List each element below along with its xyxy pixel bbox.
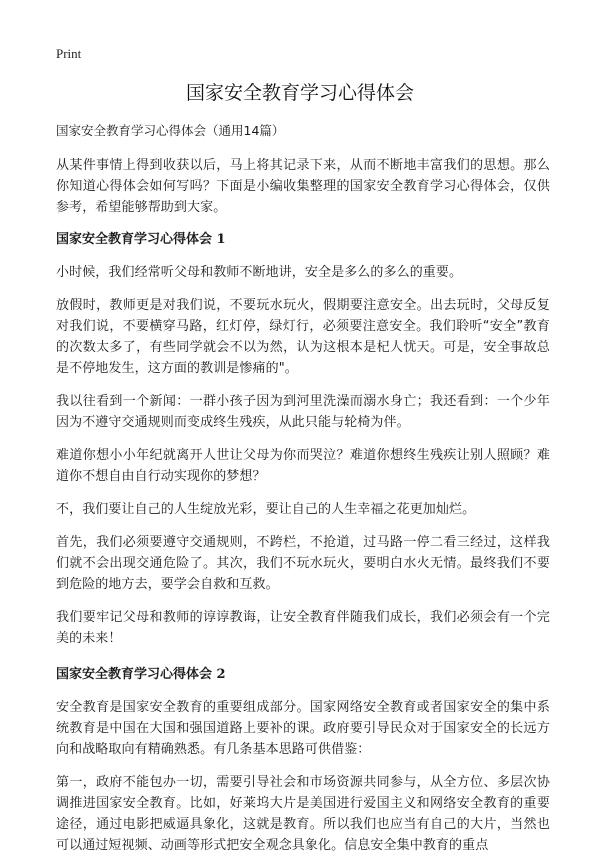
section-heading: 国家安全教育学习心得体会 1: [56, 232, 226, 247]
paragraph: 小时候，我们经常听父母和教师不断地讲，安全是多么的多么的重要。: [56, 265, 463, 280]
section-2: [56, 665, 550, 856]
paragraph: 安全教育是国家安全教育的重要组成部分。国家网络安全教育或者国家安全的集中系统教育是中国在大国和强国道路上要补的课。政府要引导民众对于国家安全的长远方向和战略取向有精确熟悉。有几条基本思路可供借鉴：: [56, 700, 550, 757]
section-1: [56, 230, 550, 649]
section-heading: 国家安全教育学习心得体会 2: [56, 667, 226, 682]
paragraph: 首先，我们必须要遵守交通规则，不跨栏，不抢道，过马路一停二看三经过，这样我们就不会出现交通危险了。其次，我们不玩水玩火，要明白水火无情。最终我们不要到危险的地方去，要学会自救和互救。: [56, 535, 550, 592]
paragraph: 难道你想小小年纪就离开人世让父母为你而哭泣？难道你想终生残疾让别人照顾？难道你不想自由自行动实现你的梦想？: [56, 448, 550, 484]
paragraph: 我以往看到一个新闻：一群小孩子因为到河里洗澡而溺水身亡；我还看到：一个少年因为不遵守交通规则而变成终生残疾，从此只能与轮椅为伴。: [56, 394, 550, 430]
article-subtitle: 国家安全教育学习心得体会（通用14篇）: [56, 123, 285, 138]
paragraph: 我们要牢记父母和教师的谆谆教诲，让安全教育伴随我们成长，我们必须会有一个完美的未来！: [56, 610, 550, 646]
article-body: [56, 122, 550, 868]
paragraph: 放假时，教师更是对我们说，不要玩水玩火，假期要注意安全。出去玩时，父母反复对我们说，不要横穿马路，红灯停，绿灯行，必须要注意安全。我们聆听“安全”教育的次数太多了，有些同学就会不以为然，认为这根本是杞人忧天。可是，安全事故总是不停地发生，这方面的教训是惨痛的"。: [56, 298, 550, 376]
page-title: 国家安全教育学习心得体会: [185, 82, 414, 104]
print-link[interactable]: Print: [56, 46, 82, 61]
paragraph: 不，我们要让自己的人生绽放光彩，要让自己的人生幸福之花更加灿烂。: [56, 502, 476, 517]
paragraph: 第一，政府不能包办一切，需要引导社会和市场资源共同参与，从全方位、多层次协调推进国家安全教育。比如，好莱坞大片是美国进行爱国主义和网络安全教育的重要途径，通过电影把威逼具象化，这就是教育。所以我们也应当有自己的大片，当然也可以通过短视频、动画等形式把安全观念具象化。信息安全集中教育的重点: [56, 775, 550, 853]
intro-paragraph: 从某件事情上得到收获以后，马上将其记录下来，从而不断地丰富我们的思想。那么你知道心得体会如何写吗？下面是小编收集整理的国家安全教育学习心得体会，仅供参考，希望能够帮助到大家。: [56, 158, 550, 215]
